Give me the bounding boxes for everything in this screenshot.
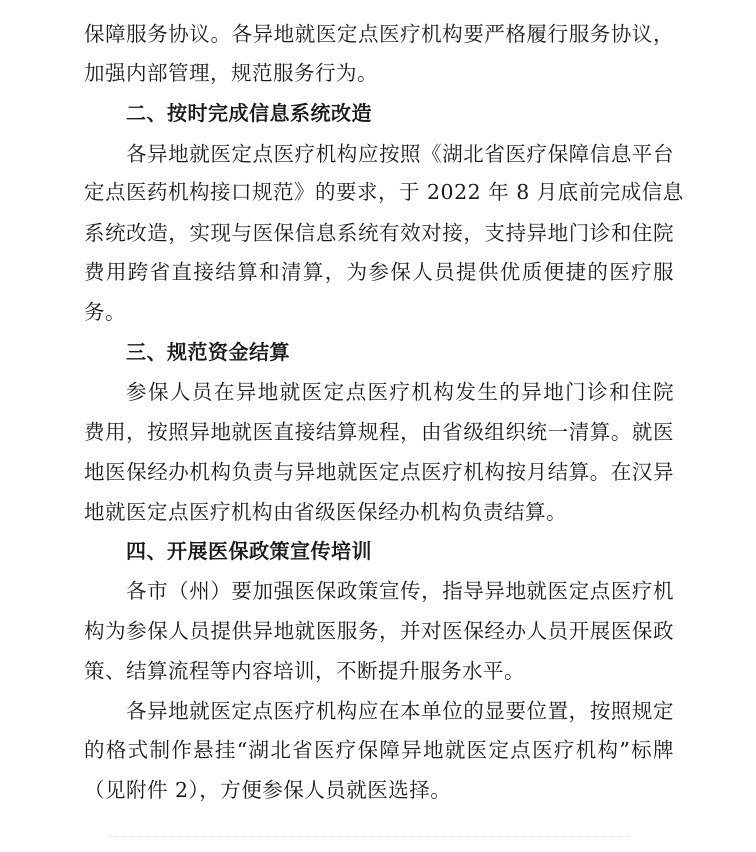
- section-heading-2: 二、按时完成信息系统改造: [126, 101, 372, 125]
- paragraph-line: 费用，按照异地就医直接结算规程，由省级组织统一清算。就医: [84, 420, 674, 444]
- paragraph-line: 各异地就医定点医疗机构应按照《湖北省医疗保障信息平台: [126, 142, 674, 166]
- paragraph-line: （见附件 2），方便参保人员就医选择。: [84, 778, 452, 802]
- paragraph-line: 保障服务协议。各异地就医定点医疗机构要严格履行服务协议，: [84, 22, 674, 46]
- section-heading-4: 四、开展医保政策宣传培训: [126, 539, 372, 563]
- paragraph-line: 策、结算流程等内容培训，不断提升服务水平。: [84, 659, 525, 683]
- paragraph-line: 各市（州）要加强医保政策宣传，指导异地就医定点医疗机: [126, 579, 674, 603]
- paragraph-line: 各异地就医定点医疗机构应在本单位的显要位置，按照规定: [126, 699, 674, 723]
- paragraph-line: 构为参保人员提供异地就医服务，并对医保经办人员开展医保政: [84, 619, 674, 643]
- paragraph-line: 加强内部管理，规范服务行为。: [84, 61, 378, 85]
- paragraph-line: 地就医定点医疗机构由省级医保经办机构负责结算。: [84, 500, 567, 524]
- paragraph-line: 参保人员在异地就医定点医疗机构发生的异地门诊和住院: [126, 380, 674, 404]
- paragraph-line: 定点医药机构接口规范》的要求，于 2022 年 8 月底前完成信息: [84, 180, 684, 204]
- paragraph-line: 费用跨省直接结算和清算，为参保人员提供优质便捷的医疗服: [84, 260, 674, 284]
- paragraph-line: 地医保经办机构负责与异地就医定点医疗机构按月结算。在汉异: [84, 460, 674, 484]
- scan-artifact-line: [110, 836, 630, 837]
- paragraph-line: 系统改造，实现与医保信息系统有效对接，支持异地门诊和住院: [84, 221, 674, 245]
- paragraph-line: 务。: [84, 300, 126, 324]
- section-heading-3: 三、规范资金结算: [126, 340, 290, 364]
- paragraph-line: 的格式制作悬挂“湖北省医疗保障异地就医定点医疗机构”标牌: [84, 738, 674, 762]
